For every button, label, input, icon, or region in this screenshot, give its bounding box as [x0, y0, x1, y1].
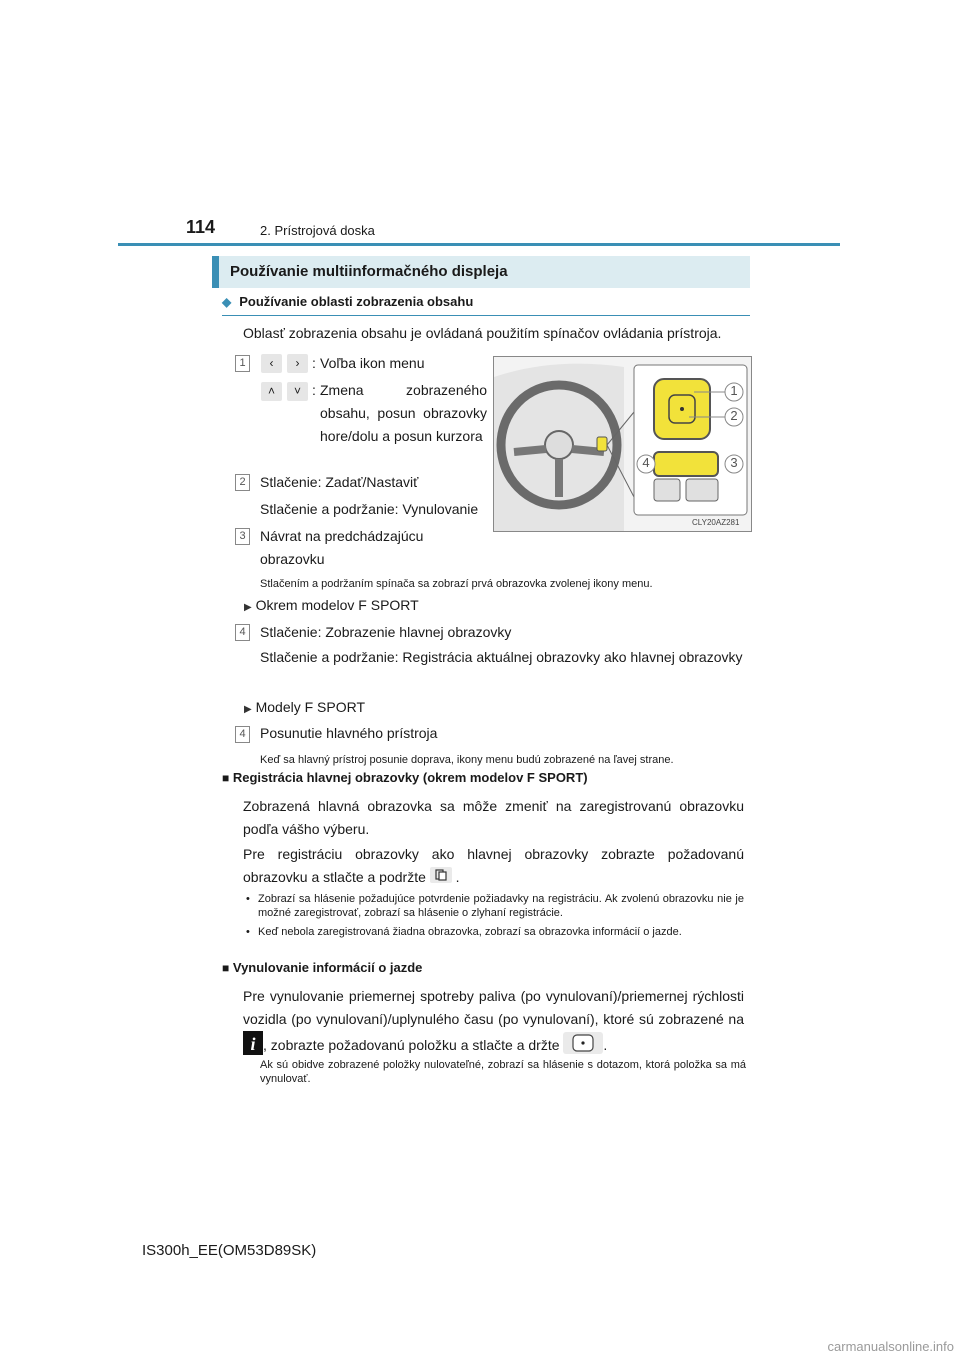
watermark: carmanualsonline.info: [827, 1339, 954, 1354]
registration-bullet-1: Zobrazí sa hlásenie požadujúce potvrdenie požiadavky na registráciu. Ak zvolenú obrazovku nie je možné zaregistrovať, zobrazí sa hlásenie o zlyhaní registrácie.: [258, 893, 744, 919]
step-number-2: 2: [235, 474, 250, 491]
reset-p1-end: .: [603, 1037, 608, 1054]
registration-title: Registrácia hlavnej obrazovky (okrem modelov F SPORT): [232, 770, 588, 785]
up-arrow-key-icon: ˄: [261, 382, 282, 401]
variant-b-note: Keď sa hlavný prístroj posunie doprava, ikony menu budú zobrazené na ľavej strane.: [260, 754, 674, 766]
registration-bullet-2: Keď nebola zaregistrovaná žiadna obrazovka, zobrazí sa obrazovka informácií o jazde.: [258, 926, 682, 938]
triangle-icon: ▶: [244, 602, 252, 613]
item1-line1-label: Voľba ikon menu: [320, 355, 425, 371]
step-number-4a: 4: [235, 624, 250, 641]
reset-title: Vynulovanie informácií o jazde: [232, 960, 423, 975]
callout-2: 2: [730, 408, 738, 423]
step-number-3: 3: [235, 528, 250, 545]
callout-4: 4: [642, 455, 650, 470]
manual-code: IS300h_EE(OM53D89SK): [142, 1242, 317, 1259]
page-number: 114: [186, 217, 216, 237]
chapter-title: 2. Prístrojová doska: [260, 223, 375, 238]
intro-paragraph: Oblasť zobrazenia obsahu je ovládaná použitím spínačov ovládania prístroja.: [243, 325, 722, 341]
variant-a-press: Stlačenie: Zobrazenie hlavnej obrazovky: [260, 624, 512, 640]
callout-1: 1: [730, 383, 738, 398]
registration-p1: Zobrazená hlavná obrazovka sa môže zmeniť na zaregistrovanú obrazovku podľa vášho výberu.: [243, 798, 744, 837]
menu-note: Stlačením a podržaním spínača sa zobrazí prvá obrazovka zvolenej ikony menu.: [260, 578, 653, 590]
variant-b-title: Modely F SPORT: [255, 699, 366, 715]
square-bullet-icon: ■: [222, 771, 230, 785]
colon: :: [312, 382, 316, 398]
reset-p1-middle: , zobrazte požadovanú položku a stlačte a držte: [263, 1037, 560, 1054]
section-title: Používanie multiinformačného displeja: [230, 263, 508, 280]
variant-b-heading: [244, 696, 365, 721]
figure-code: CLY20AZ281: [692, 518, 740, 527]
registration-p2-text: Pre registráciu obrazovky ako hlavnej obrazovky zobrazte požadovanú obrazovku a stlačte a podržte: [243, 846, 744, 885]
square-bullet-icon: ■: [222, 961, 230, 975]
item3-text: Návrat na predchádzajúcu obrazovku: [260, 528, 424, 567]
right-arrow-key-icon: ›: [287, 354, 308, 373]
diamond-icon: ◆: [222, 295, 232, 309]
left-arrow-key-icon: ‹: [261, 354, 282, 373]
reset-paragraph: [243, 985, 744, 1062]
bullet-dot: •: [246, 893, 250, 905]
reset-heading: [222, 960, 422, 975]
colon: :: [312, 355, 316, 371]
down-arrow-key-icon: ˅: [287, 382, 308, 401]
reset-note: Ak sú obidve zobrazené položky nulovateľné, zobrazí sa hlásenie s dotazom, ktorá položka sa má vynulovať.: [260, 1059, 746, 1085]
callout-3: 3: [730, 455, 738, 470]
svg-text:i: i: [250, 1034, 256, 1054]
bullet-dot: •: [246, 926, 250, 938]
step-number-4b: 4: [235, 726, 250, 743]
reset-p1-text: Pre vynulovanie priemernej spotreby paliva (po vynulovaní)/priemernej rýchlosti vozidla (po vynulovaní)/uplynulého času (po vynulovaní), ktoré sú zobrazené na: [243, 988, 744, 1027]
variant-a-title: Okrem modelov F SPORT: [255, 597, 419, 613]
section-title-bar: [212, 256, 750, 288]
variant-a-hold: Stlačenie a podržanie: Registrácia aktuálnej obrazovky ako hlavnej obrazovky: [260, 649, 743, 665]
subsection-heading: [222, 294, 473, 309]
item1-line2-label: Zmena zobrazeného obsahu, posun obrazovky hore/dolu a posun kurzora: [320, 382, 487, 444]
registration-p2: [243, 843, 744, 890]
registration-p2-end: .: [455, 869, 460, 885]
subsection-title: Používanie oblasti zobrazenia obsahu: [239, 294, 474, 309]
step-number-1: 1: [235, 355, 250, 372]
subsection-divider: [222, 315, 750, 316]
variant-a-heading: [244, 594, 419, 619]
registration-heading: [222, 770, 588, 785]
steering-wheel-illustration: [494, 357, 751, 531]
item2-hold: Stlačenie a podržanie: Vynulovanie: [260, 501, 479, 517]
main-screen-button-icon: [430, 867, 452, 890]
triangle-icon: ▶: [244, 704, 252, 715]
enter-button-icon: [563, 1032, 603, 1061]
steering-wheel-figure: [493, 356, 752, 532]
header-divider: [118, 243, 840, 246]
item2-press: Stlačenie: Zadať/Nastaviť: [260, 474, 419, 490]
variant-b-text: Posunutie hlavného prístroja: [260, 725, 438, 741]
